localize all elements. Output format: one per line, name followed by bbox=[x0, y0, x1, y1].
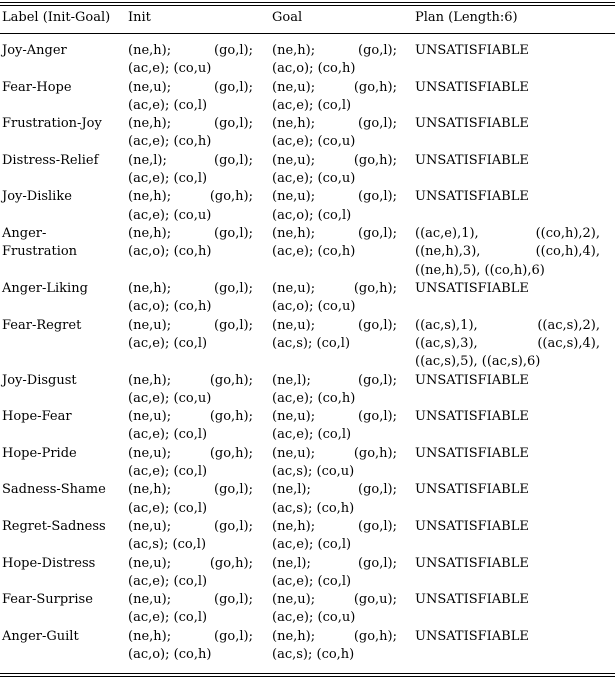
cell-line: Anger-Liking bbox=[2, 280, 88, 296]
cell-line: Anger- bbox=[2, 225, 47, 241]
row-init bbox=[128, 408, 253, 445]
cell-text: (ac,e); (co,l) bbox=[128, 171, 208, 187]
cell-text: (ac,o); (co,h) bbox=[128, 299, 212, 315]
cell-line bbox=[415, 243, 600, 261]
cell-text: (ac,e); (co,l) bbox=[272, 427, 352, 443]
cell-line bbox=[128, 317, 253, 335]
cell-text: (ac,e); (co,h) bbox=[272, 390, 356, 406]
row-label bbox=[2, 225, 122, 262]
cell-text: ((ne,h),3), bbox=[415, 244, 481, 260]
cell-text: (ne,u); bbox=[272, 592, 316, 608]
cell-text: (go,h); bbox=[209, 372, 253, 388]
row-label bbox=[2, 372, 122, 390]
cell-line: Distress-Relief bbox=[2, 152, 99, 168]
cell-line bbox=[272, 591, 397, 609]
cell-text: (ne,u); bbox=[128, 518, 172, 534]
cell-text: (go,h); bbox=[209, 409, 253, 425]
row-goal bbox=[272, 591, 397, 628]
row-goal bbox=[272, 225, 397, 262]
table-row bbox=[0, 481, 615, 518]
cell-text: (ne,l); bbox=[272, 555, 311, 571]
cell-line: Fear-Hope bbox=[2, 79, 72, 95]
cell-text: ((ac,s),1), bbox=[415, 317, 478, 333]
cell-text: (ac,e); (co,l) bbox=[272, 97, 352, 113]
cell-text: UNSATISFIABLE bbox=[415, 372, 529, 388]
cell-line bbox=[272, 555, 397, 573]
cell-text: (go,l); bbox=[358, 482, 397, 498]
cell-text: (go,u); bbox=[353, 592, 397, 608]
table-row bbox=[0, 317, 615, 372]
cell-line bbox=[272, 280, 397, 298]
row-goal bbox=[272, 317, 397, 354]
cell-line bbox=[415, 335, 600, 353]
row-plan bbox=[415, 445, 600, 463]
cell-line: Fear-Surprise bbox=[2, 592, 93, 608]
table-row bbox=[0, 372, 615, 409]
cell-text: (ac,o); (co,l) bbox=[272, 207, 352, 223]
cell-text: (ac,e); (co,l) bbox=[128, 427, 208, 443]
table-row bbox=[0, 555, 615, 592]
row-plan bbox=[415, 317, 600, 372]
cell-text: (ne,h); bbox=[272, 628, 316, 644]
row-init bbox=[128, 42, 253, 79]
cell-text: (ne,h); bbox=[128, 116, 172, 132]
cell-line bbox=[128, 555, 253, 573]
cell-text: (ne,l); bbox=[272, 482, 311, 498]
cell-text: (go,h); bbox=[353, 152, 397, 168]
cell-text: (ne,h); bbox=[272, 518, 316, 534]
cell-text: (ne,h); bbox=[272, 116, 316, 132]
table-row bbox=[0, 115, 615, 152]
cell-text: UNSATISFIABLE bbox=[415, 43, 529, 58]
cell-line: Joy-Anger bbox=[2, 43, 67, 58]
row-plan bbox=[415, 79, 600, 97]
cell-line bbox=[272, 445, 397, 463]
header-init: Init bbox=[128, 10, 151, 25]
cell-line: Hope-Distress bbox=[2, 555, 96, 571]
cell-line bbox=[128, 115, 253, 133]
header-plan: Plan (Length:6) bbox=[415, 10, 518, 25]
cell-line bbox=[272, 317, 397, 335]
cell-line bbox=[128, 481, 253, 499]
cell-text: (ac,e); (co,h) bbox=[272, 244, 356, 260]
cell-text: (ac,e); (co,l) bbox=[128, 464, 208, 480]
row-goal bbox=[272, 445, 397, 482]
row-label bbox=[2, 280, 122, 298]
row-label bbox=[2, 408, 122, 426]
cell-text: (ne,u); bbox=[128, 79, 172, 95]
cell-text: UNSATISFIABLE bbox=[415, 152, 529, 168]
cell-text: (go,h); bbox=[209, 555, 253, 571]
cell-line bbox=[128, 591, 253, 609]
row-init bbox=[128, 445, 253, 482]
row-init bbox=[128, 628, 253, 665]
cell-text: (ne,h); bbox=[128, 372, 172, 388]
cell-text: (go,l); bbox=[358, 409, 397, 425]
cell-text: (ac,e); (co,h) bbox=[128, 134, 212, 150]
cell-text: ((ac,s),3), bbox=[415, 335, 478, 351]
cell-text: (ac,s); (co,l) bbox=[128, 537, 207, 553]
cell-text: (ne,l); bbox=[272, 372, 311, 388]
cell-text: (go,h); bbox=[353, 628, 397, 644]
cell-line: Fear-Regret bbox=[2, 317, 82, 333]
cell-line bbox=[128, 628, 253, 646]
row-plan bbox=[415, 408, 600, 426]
cell-text: (ne,h); bbox=[128, 43, 172, 58]
row-init bbox=[128, 280, 253, 317]
cell-text: UNSATISFIABLE bbox=[415, 555, 529, 571]
table-row bbox=[0, 408, 615, 445]
row-plan bbox=[415, 372, 600, 390]
cell-line: Anger-Guilt bbox=[2, 628, 79, 644]
cell-text: ((ac,s),4), bbox=[537, 335, 600, 351]
cell-text: (ne,u); bbox=[272, 79, 316, 95]
cell-text: (go,l); bbox=[214, 43, 253, 58]
cell-line bbox=[415, 225, 600, 243]
cell-text: ((co,h),2), bbox=[535, 225, 600, 241]
row-plan bbox=[415, 188, 600, 206]
header-rule bbox=[0, 33, 615, 34]
cell-text: (go,h); bbox=[353, 445, 397, 461]
table-row bbox=[0, 79, 615, 116]
cell-text: (go,h); bbox=[209, 189, 253, 205]
row-plan bbox=[415, 152, 600, 170]
cell-line bbox=[128, 225, 253, 243]
cell-text: (ac,e); (co,u) bbox=[128, 390, 212, 406]
cell-line: Joy-Disgust bbox=[2, 372, 77, 388]
cell-text: (go,l); bbox=[358, 372, 397, 388]
row-goal bbox=[272, 628, 397, 665]
row-goal bbox=[272, 79, 397, 116]
cell-text: UNSATISFIABLE bbox=[415, 445, 529, 461]
cell-text: (go,l); bbox=[214, 79, 253, 95]
cell-text: UNSATISFIABLE bbox=[415, 628, 529, 644]
cell-text: (ac,e); (co,l) bbox=[128, 97, 208, 113]
cell-text: (ne,h); bbox=[128, 482, 172, 498]
row-init bbox=[128, 555, 253, 592]
cell-text: (ne,u); bbox=[128, 555, 172, 571]
row-label bbox=[2, 518, 122, 536]
row-goal bbox=[272, 188, 397, 225]
row-init bbox=[128, 225, 253, 262]
row-init bbox=[128, 518, 253, 555]
top-rule-2 bbox=[0, 5, 615, 6]
row-plan bbox=[415, 115, 600, 133]
cell-text: (go,l); bbox=[214, 152, 253, 168]
cell-line bbox=[272, 152, 397, 170]
cell-text: (ne,u); bbox=[272, 409, 316, 425]
cell-text: (ne,h); bbox=[128, 189, 172, 205]
table-row bbox=[0, 518, 615, 555]
table-row bbox=[0, 225, 615, 280]
row-init bbox=[128, 115, 253, 152]
table-row bbox=[0, 42, 615, 79]
cell-text: (ne,h); bbox=[128, 280, 172, 296]
row-label bbox=[2, 481, 122, 499]
cell-line bbox=[128, 372, 253, 390]
cell-text: (go,l); bbox=[358, 225, 397, 241]
bottom-rule-1 bbox=[0, 673, 615, 674]
cell-text: UNSATISFIABLE bbox=[415, 280, 529, 296]
cell-text: (ne,u); bbox=[272, 152, 316, 168]
row-plan bbox=[415, 481, 600, 499]
cell-line: Sadness-Shame bbox=[2, 482, 106, 498]
cell-text: (ac,o); (co,h) bbox=[272, 61, 356, 77]
row-init bbox=[128, 481, 253, 518]
row-plan bbox=[415, 628, 600, 646]
cell-text: (ac,e); (co,u) bbox=[272, 171, 356, 187]
row-init bbox=[128, 152, 253, 189]
cell-text: (ne,u); bbox=[272, 189, 316, 205]
table-row bbox=[0, 591, 615, 628]
cell-line bbox=[128, 42, 253, 60]
row-goal bbox=[272, 42, 397, 79]
row-goal bbox=[272, 280, 397, 317]
cell-text: (ac,e); (co,l) bbox=[128, 573, 208, 589]
cell-text: (ne,u); bbox=[128, 317, 172, 333]
cell-text: (ac,e); (co,u) bbox=[128, 207, 212, 223]
cell-text: (go,l); bbox=[358, 189, 397, 205]
cell-text: (go,l); bbox=[214, 592, 253, 608]
table-row bbox=[0, 628, 615, 665]
cell-text: (ac,e); (co,l) bbox=[128, 610, 208, 626]
cell-line bbox=[272, 408, 397, 426]
header-label: Label (Init-Goal) bbox=[2, 10, 111, 25]
cell-text: (go,l); bbox=[214, 280, 253, 296]
cell-line: Hope-Fear bbox=[2, 409, 72, 425]
row-init bbox=[128, 317, 253, 354]
cell-text: ((ne,h),5), ((co,h),6) bbox=[415, 262, 545, 278]
table-header bbox=[0, 8, 615, 28]
cell-text: ((co,h),4), bbox=[535, 244, 600, 260]
cell-text: (go,l); bbox=[214, 225, 253, 241]
cell-text: (go,h); bbox=[209, 445, 253, 461]
cell-line bbox=[128, 445, 253, 463]
table-row bbox=[0, 152, 615, 189]
cell-line bbox=[272, 79, 397, 97]
cell-text: UNSATISFIABLE bbox=[415, 79, 529, 95]
cell-text: (go,l); bbox=[358, 555, 397, 571]
cell-text: (ac,e); (co,l) bbox=[272, 537, 352, 553]
cell-text: (go,h); bbox=[353, 79, 397, 95]
row-label bbox=[2, 445, 122, 463]
cell-line bbox=[272, 518, 397, 536]
cell-line: Frustration-Joy bbox=[2, 116, 102, 132]
row-label bbox=[2, 115, 122, 133]
cell-text: (ac,e); (co,u) bbox=[272, 610, 356, 626]
cell-text: (ne,h); bbox=[128, 225, 172, 241]
table-row bbox=[0, 188, 615, 225]
cell-text: UNSATISFIABLE bbox=[415, 592, 529, 608]
cell-text: (ne,l); bbox=[128, 152, 167, 168]
cell-text: (go,l); bbox=[358, 116, 397, 132]
cell-text: (ne,h); bbox=[272, 43, 316, 58]
header-goal: Goal bbox=[272, 10, 303, 25]
cell-text: (ac,e); (co,u) bbox=[128, 61, 212, 77]
cell-line bbox=[272, 481, 397, 499]
cell-text: (ac,o); (co,h) bbox=[128, 647, 212, 663]
cell-line: Joy-Dislike bbox=[2, 189, 72, 205]
cell-line: Hope-Pride bbox=[2, 445, 77, 461]
cell-text: (ne,u); bbox=[272, 280, 316, 296]
cell-line bbox=[128, 408, 253, 426]
cell-line bbox=[272, 628, 397, 646]
cell-line bbox=[128, 518, 253, 536]
row-plan bbox=[415, 555, 600, 573]
cell-text: (ne,u); bbox=[272, 317, 316, 333]
cell-line bbox=[415, 317, 600, 335]
cell-line bbox=[272, 115, 397, 133]
cell-text: ((ac,e),1), bbox=[415, 225, 479, 241]
row-plan bbox=[415, 591, 600, 609]
cell-text: (ne,h); bbox=[128, 628, 172, 644]
row-label bbox=[2, 42, 122, 60]
row-label bbox=[2, 317, 122, 335]
cell-text: (ac,o); (co,h) bbox=[128, 244, 212, 260]
row-init bbox=[128, 79, 253, 116]
cell-line bbox=[272, 42, 397, 60]
row-label bbox=[2, 152, 122, 170]
row-plan bbox=[415, 42, 600, 60]
cell-text: (ac,s); (co,h) bbox=[272, 647, 355, 663]
bottom-rule-2 bbox=[0, 676, 615, 677]
cell-line bbox=[128, 188, 253, 206]
cell-text: (ne,h); bbox=[272, 225, 316, 241]
row-goal bbox=[272, 152, 397, 189]
cell-text: (go,l); bbox=[214, 116, 253, 132]
cell-text: (ac,e); (co,l) bbox=[272, 573, 352, 589]
cell-text: (go,l); bbox=[214, 482, 253, 498]
cell-text: UNSATISFIABLE bbox=[415, 482, 529, 498]
cell-line bbox=[272, 225, 397, 243]
row-plan bbox=[415, 280, 600, 298]
cell-line: Regret-Sadness bbox=[2, 518, 106, 534]
cell-text: UNSATISFIABLE bbox=[415, 189, 529, 205]
cell-text: (ne,u); bbox=[128, 445, 172, 461]
cell-text: (go,h); bbox=[353, 280, 397, 296]
cell-text: (ne,u); bbox=[128, 592, 172, 608]
table-row bbox=[0, 280, 615, 317]
cell-text: UNSATISFIABLE bbox=[415, 518, 529, 534]
row-label bbox=[2, 79, 122, 97]
cell-text: (go,l); bbox=[358, 43, 397, 58]
row-plan bbox=[415, 518, 600, 536]
row-goal bbox=[272, 518, 397, 555]
cell-text: UNSATISFIABLE bbox=[415, 409, 529, 425]
row-goal bbox=[272, 555, 397, 592]
row-label bbox=[2, 555, 122, 573]
row-goal bbox=[272, 372, 397, 409]
cell-line bbox=[128, 79, 253, 97]
row-label bbox=[2, 628, 122, 646]
cell-text: (ac,s); (co,u) bbox=[272, 464, 355, 480]
cell-text: ((ac,s),2), bbox=[537, 317, 600, 333]
row-label bbox=[2, 188, 122, 206]
cell-text: (ac,e); (co,l) bbox=[128, 335, 208, 351]
row-label bbox=[2, 591, 122, 609]
cell-text: (ac,e); (co,u) bbox=[272, 134, 356, 150]
cell-line bbox=[128, 152, 253, 170]
cell-text: (ac,s); (co,l) bbox=[272, 335, 351, 351]
cell-text: (go,l); bbox=[214, 628, 253, 644]
row-goal bbox=[272, 115, 397, 152]
cell-text: (go,l); bbox=[358, 518, 397, 534]
cell-text: ((ac,s),5), ((ac,s),6) bbox=[415, 354, 541, 370]
row-init bbox=[128, 188, 253, 225]
row-plan bbox=[415, 225, 600, 280]
row-init bbox=[128, 591, 253, 628]
cell-text: (go,l); bbox=[214, 518, 253, 534]
row-goal bbox=[272, 408, 397, 445]
cell-text: UNSATISFIABLE bbox=[415, 116, 529, 132]
cell-line bbox=[272, 372, 397, 390]
row-init bbox=[128, 372, 253, 409]
cell-text: (ne,u); bbox=[272, 445, 316, 461]
top-rule-1 bbox=[0, 2, 615, 3]
cell-line: Frustration bbox=[2, 244, 78, 260]
table-body bbox=[0, 42, 615, 664]
table-row bbox=[0, 445, 615, 482]
cell-text: (ne,u); bbox=[128, 409, 172, 425]
cell-text: (go,l); bbox=[358, 317, 397, 333]
cell-text: (ac,e); (co,l) bbox=[128, 500, 208, 516]
cell-text: (go,l); bbox=[214, 317, 253, 333]
cell-line bbox=[128, 280, 253, 298]
cell-text: (ac,s); (co,h) bbox=[272, 500, 355, 516]
cell-text: (ac,o); (co,u) bbox=[272, 299, 356, 315]
row-goal bbox=[272, 481, 397, 518]
cell-line bbox=[272, 188, 397, 206]
